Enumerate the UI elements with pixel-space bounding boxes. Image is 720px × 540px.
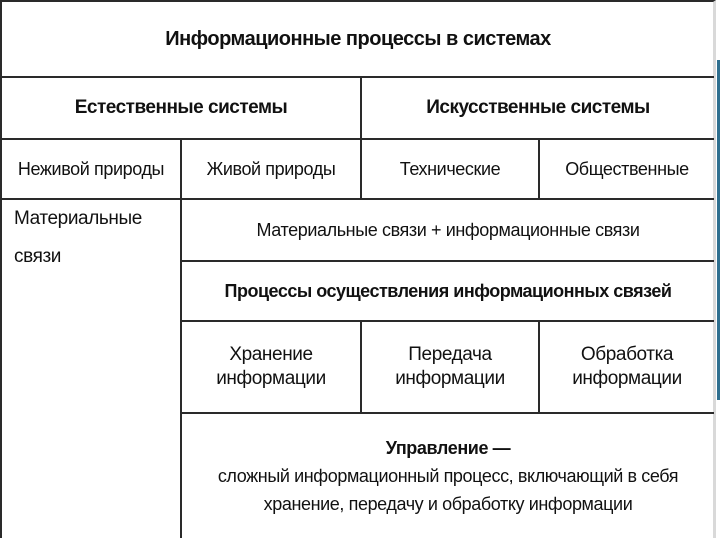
control-line-2: хранение, передачу и обработку информации [263,494,633,514]
storage-line-1: Хранение [229,344,313,365]
material-links-cell [2,200,180,412]
transfer-cell [362,322,538,412]
natural-systems-header: Естественные системы [74,97,288,118]
technical-systems-cell: Технические [399,158,501,179]
grid-line-h6 [180,412,714,414]
control-title: Управление — [385,438,511,458]
grid-line-h5 [180,320,714,322]
diagram-title: Информационные процессы в системах [165,27,551,50]
grid-line-v-right [538,138,540,200]
grid-line-h1 [2,76,714,78]
material-links-line-1: Материальные [14,208,142,229]
grid-line-h2 [2,138,714,140]
social-systems-cell: Общественные [565,158,689,179]
grid-line-v-proc1 [360,320,362,414]
transfer-line-2: информации [395,368,505,389]
grid-line-h4 [180,260,714,262]
animate-nature-cell: Живой природы [206,158,336,179]
processing-line-1: Обработка [580,344,674,365]
transfer-line-1: Передача [408,344,492,365]
grid-line-v-center [360,76,362,200]
grid-line-h3 [2,198,714,200]
grid-line-v-proc2 [538,320,540,414]
processes-row: Процессы осуществления информационных связей [224,280,672,301]
grid-line-v-left [180,138,182,538]
storage-line-2: информации [216,368,326,389]
inanimate-nature-cell: Неживой природы [17,158,165,179]
processing-cell [540,322,714,412]
storage-cell [182,322,360,412]
control-line-1: сложный информационный процесс, включающий в себя [217,466,679,486]
links-row: Материальные связи + информационные связи [256,219,640,240]
artificial-systems-header: Искусственные системы [426,97,650,118]
processing-line-2: информации [572,368,682,389]
control-cell [182,414,714,538]
material-links-line-2: связи [14,246,61,267]
